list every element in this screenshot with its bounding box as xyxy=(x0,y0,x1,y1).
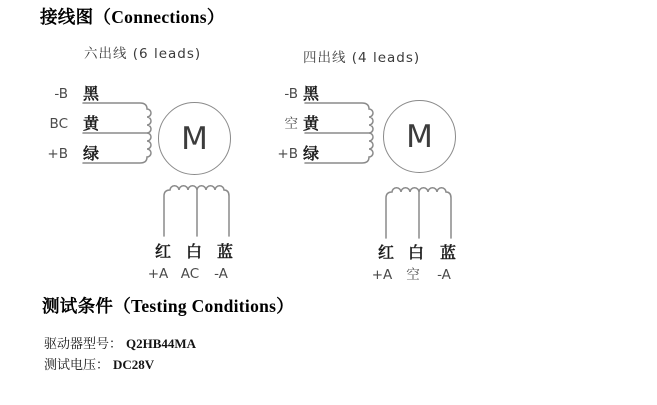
terminal-label-nc: 空 xyxy=(284,116,298,132)
b-winding-coil-icon xyxy=(302,95,392,173)
driver-model-label: 驱动器型号： xyxy=(44,336,123,351)
motor-symbol xyxy=(158,102,231,175)
connections-section-title: 接线图（Connections） xyxy=(40,7,225,27)
terminal-label-nc: 空 xyxy=(406,267,420,283)
terminal-label-minus-a: -A xyxy=(437,267,451,283)
six-leads-diagram-label: 六出线 (6 leads) xyxy=(84,46,202,62)
testing-conditions-section-title: 测试条件（Testing Conditions） xyxy=(42,296,295,316)
wire-color-black: 黑 xyxy=(303,84,320,103)
test-voltage-label: 测试电压： xyxy=(44,357,110,372)
terminal-label-plus-a: +A xyxy=(371,267,393,283)
wire-color-blue: 蓝 xyxy=(216,242,234,261)
wire-color-green: 绿 xyxy=(303,144,320,163)
motor-symbol xyxy=(383,100,456,173)
terminal-label-plus-b: +B xyxy=(277,146,298,162)
a-winding-coil-icon xyxy=(382,187,458,243)
terminal-label-bc: BC xyxy=(49,116,68,132)
driver-model-line xyxy=(44,337,196,350)
motor-letter: M xyxy=(406,118,433,155)
motor-letter: M xyxy=(181,120,208,157)
terminal-label-minus-a: -A xyxy=(214,266,228,282)
wire-color-yellow: 黄 xyxy=(83,114,100,133)
wire-color-red: 红 xyxy=(377,243,395,262)
terminal-label-plus-a: +A xyxy=(147,266,169,282)
wire-color-red: 红 xyxy=(154,242,172,261)
terminal-label-ac: AC xyxy=(180,266,200,282)
wire-color-yellow: 黄 xyxy=(303,114,320,133)
wire-color-white: 白 xyxy=(407,243,425,262)
terminal-label-plus-b: +B xyxy=(47,146,68,162)
wire-color-blue: 蓝 xyxy=(439,243,457,262)
test-voltage-line xyxy=(44,358,154,371)
driver-model-value: Q2HB44MA xyxy=(126,336,197,351)
terminal-label-minus-b: -B xyxy=(54,86,68,102)
b-winding-coil-icon xyxy=(80,95,170,173)
a-winding-coil-icon xyxy=(160,185,236,241)
terminal-label-minus-b: -B xyxy=(284,86,298,102)
test-voltage-value: DC28V xyxy=(113,357,155,372)
four-leads-diagram-label: 四出线 (4 leads) xyxy=(303,50,421,66)
wire-color-black: 黑 xyxy=(83,84,100,103)
wire-color-green: 绿 xyxy=(83,144,100,163)
wire-color-white: 白 xyxy=(185,242,203,261)
